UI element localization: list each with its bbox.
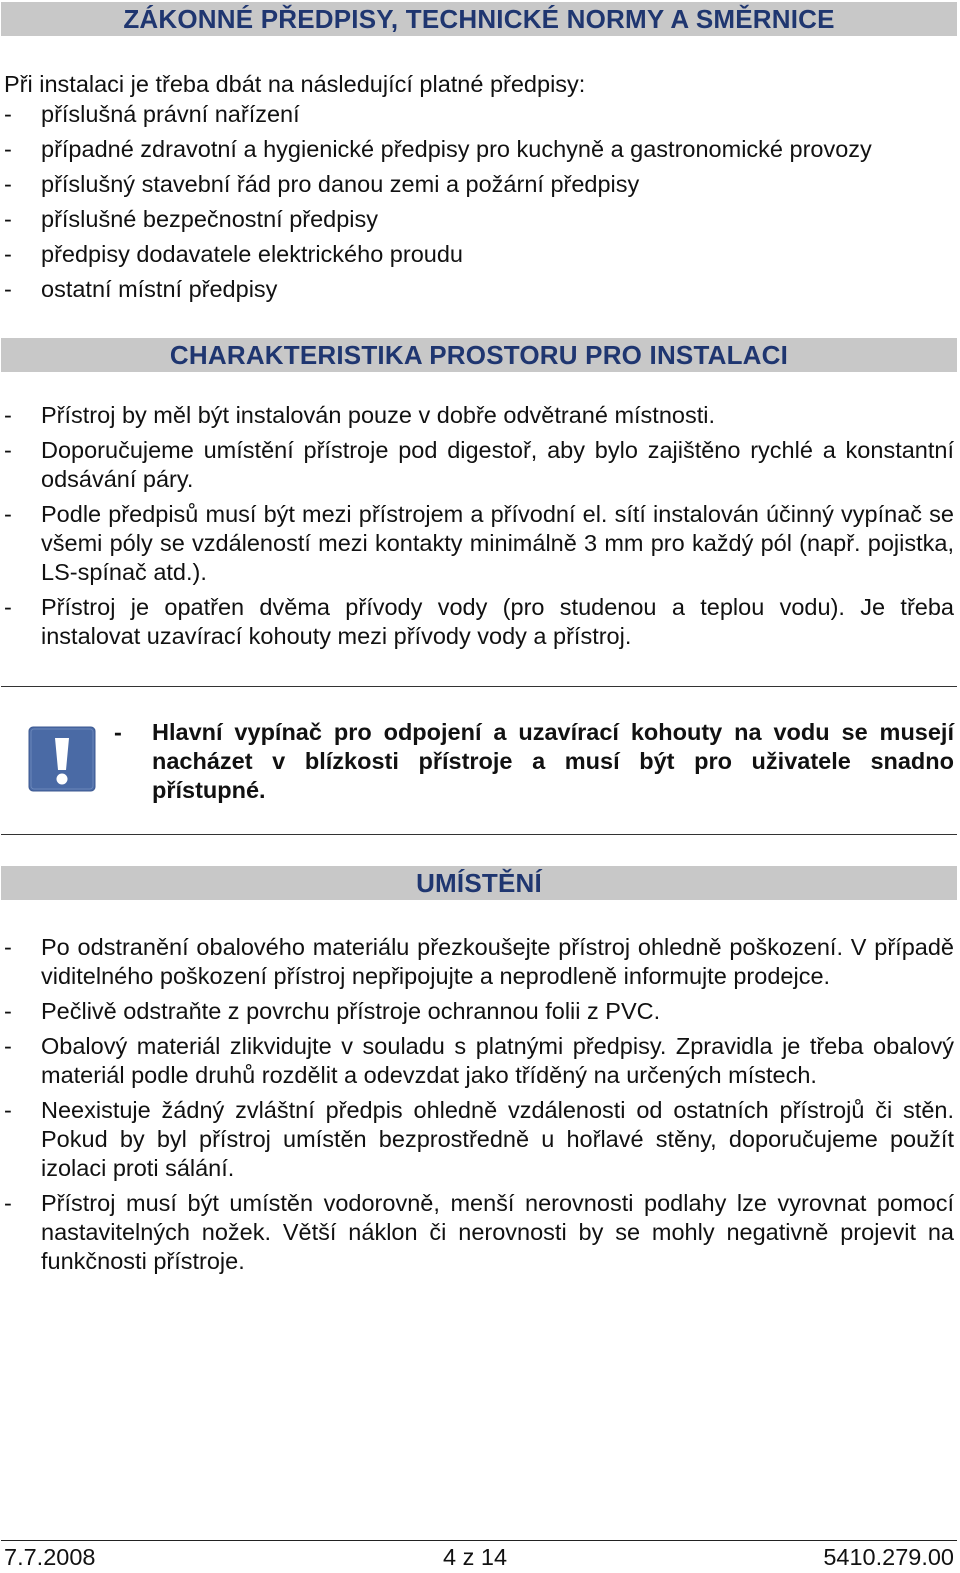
list-item: - příslušné bezpečnostní předpisy (4, 206, 379, 232)
standards-intro: Při instalaci je třeba dbát na následující platné předpisy: (4, 71, 586, 97)
footer-rule (1, 1540, 957, 1541)
bullet-dash: - (4, 998, 12, 1024)
list-item: - Neexistuje žádný zvláštní předpis ohledně vzdálenosti od ostatních přístrojů či stěn. Pokud by byl přístroj umístěn bezprostředně u hořlavé stěny, doporučujeme použít izolaci proti sálání. (4, 1097, 954, 1181)
room-list (4, 401, 954, 657)
bullet-dash: - (4, 1190, 12, 1216)
list-item: - Po odstranění obalového materiálu přezkoušejte přístroj ohledně poškození. V případě viditelného poškození přístroj nepřipojujte a neprodleně informujte prodejce. (4, 934, 954, 989)
list-item: - Podle předpisů musí být mezi přístrojem a přívodní el. sítí instalován účinný vypínač se všemi póly se vzdáleností mezi kontakty minimálně 3 mm pro každý pól (např. pojistka, LS-spínač atd.). (4, 501, 954, 585)
bullet-dash: - (4, 1033, 12, 1059)
footer-doc-number: 5410.279.00 (823, 1544, 954, 1570)
bullet-dash: - (4, 206, 12, 232)
bullet-dash: - (4, 594, 12, 620)
notice (114, 718, 954, 811)
bullet-dash: - (4, 402, 12, 428)
list-item: - případné zdravotní a hygienické předpisy pro kuchyně a gastronomické provozy (4, 136, 872, 162)
heading-placement: UMÍSTĚNÍ (1, 866, 957, 900)
list-item: - Doporučujeme umístění přístroje pod digestoř, aby bylo zajištěno rychlé a konstantní odsávání páry. (4, 437, 954, 492)
heading-standards: ZÁKONNÉ PŘEDPISY, TECHNICKÉ NORMY A SMĚRNICE (1, 2, 957, 36)
bullet-dash: - (4, 1097, 12, 1123)
list-item: - Přístroj je opatřen dvěma přívody vody (pro studenou a teplou vodu). Je třeba instalovat uzavírací kohouty mezi přívody vody a přístroj. (4, 594, 954, 649)
bullet-dash: - (4, 437, 12, 463)
notice-bottom-rule (1, 834, 957, 835)
bullet-dash: - (4, 276, 12, 302)
list-item: - Přístroj musí být umístěn vodorovně, menší nerovnosti podlahy lze vyrovnat pomocí nastavitelných nožek. Větší náklon či nerovnosti by se mohly negativně projevit na funkčnosti přístroje. (4, 1190, 954, 1274)
footer-page-number: 4 z 14 (443, 1544, 508, 1570)
notice-item: - Hlavní vypínač pro odpojení a uzavírací kohouty na vodu se musejí nacházet v blízkosti přístroje a musí být pro uživatele snadno přístupné. (114, 719, 954, 803)
list-item: - příslušný stavební řád pro danou zemi a požární předpisy (4, 171, 640, 197)
list-item: - předpisy dodavatele elektrického proudu (4, 241, 463, 267)
heading-room: CHARAKTERISTIKA PROSTORU PRO INSTALACI (1, 338, 957, 372)
bullet-dash: - (4, 171, 12, 197)
list-item: - ostatní místní předpisy (4, 276, 278, 302)
list-item: - Přístroj by měl být instalován pouze v dobře odvětrané místnosti. (4, 402, 715, 428)
exclamation-icon (28, 726, 96, 792)
footer-date: 7.7.2008 (4, 1544, 96, 1570)
bullet-dash: - (4, 241, 12, 267)
bullet-dash: - (4, 136, 12, 162)
standards-list (4, 70, 954, 310)
placement-list (4, 933, 954, 1282)
bullet-dash: - (114, 719, 122, 745)
bullet-dash: - (4, 934, 12, 960)
notice-top-rule (1, 686, 957, 687)
list-item: - Pečlivě odstraňte z povrchu přístroje ochrannou folii z PVC. (4, 998, 661, 1024)
bullet-dash: - (4, 501, 12, 527)
list-item: - Obalový materiál zlikvidujte v souladu s platnými předpisy. Zpravidla je třeba obalový materiál podle druhů rozdělit a odevzdat jako tříděný na určených místech. (4, 1033, 954, 1088)
list-item: - příslušná právní nařízení (4, 101, 300, 127)
bullet-dash: - (4, 101, 12, 127)
